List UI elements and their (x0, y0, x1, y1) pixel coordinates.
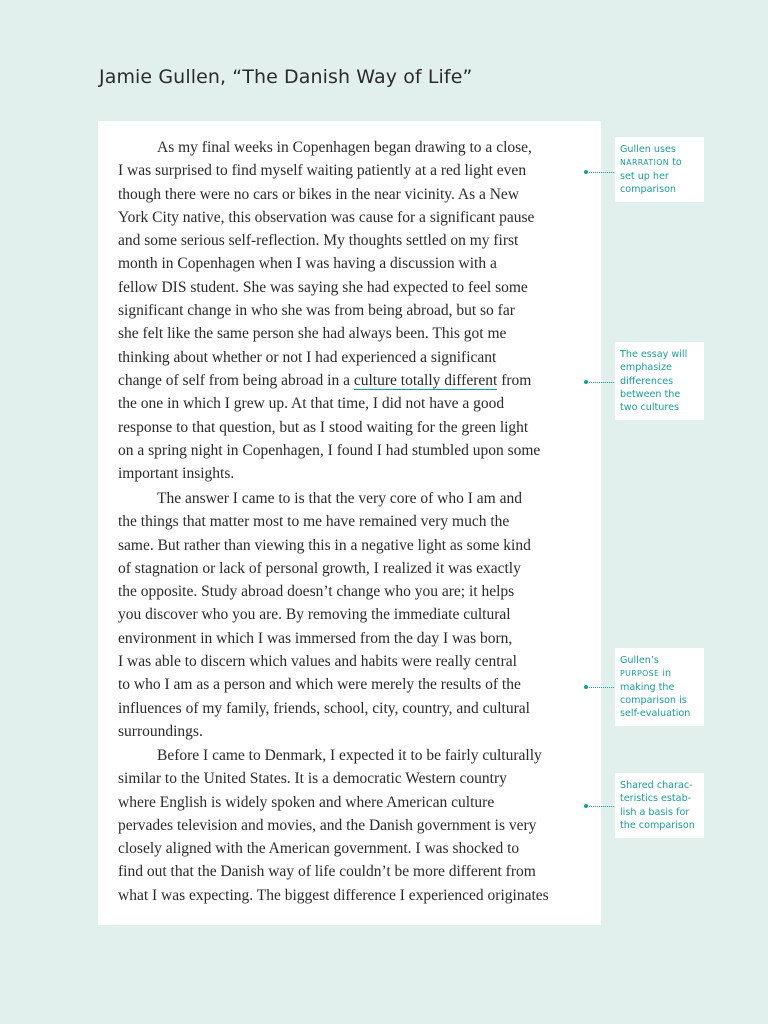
essay-line: similar to the United States. It is a democratic Western country (118, 770, 507, 788)
essay-line: Before I came to Denmark, I expected it to be fairly culturally (157, 747, 542, 764)
essay-line: change of self from being abroad in a culture totally different from (118, 371, 532, 389)
essay-line: you discover who you are. By removing the immediate cultural (118, 606, 511, 624)
essay-line: to who I am as a person and which were merely the results of the (118, 676, 521, 694)
essay-line: and some serious self-reflection. My thoughts settled on my first (118, 232, 519, 250)
annotation-line: comparison is (620, 694, 687, 706)
annotation-line: differences (620, 375, 674, 387)
annotation-line: Gullen uses (620, 144, 676, 155)
essay-line: response to that question, but as I stood waiting for the green light (118, 418, 529, 436)
essay-line: As my final weeks in Copenhagen began drawing to a close, (157, 139, 532, 156)
annotation-purpose-note (615, 648, 704, 726)
essay-line: the opposite. Study abroad doesn’t change who you are; it helps (118, 583, 515, 601)
annotation-shared-characteristics-note (615, 773, 704, 838)
annotation-narration-note (615, 137, 704, 202)
essay-line: pervades television and movies, and the Danish government is very (118, 816, 537, 834)
essay-line: of stagnation or lack of personal growth, I realized it was exactly (118, 559, 521, 577)
annotation-line: teristics estab- (620, 793, 692, 805)
annotation-line: the comparison (620, 819, 695, 831)
essay-line: she felt like the same person she had always been. This got me (118, 325, 507, 343)
annotation-line: self-evaluation (620, 708, 691, 720)
essay-line: fellow DIS student. She was saying she had expected to feel some (118, 278, 528, 296)
annotation-term: NARRATION (620, 158, 670, 168)
annotation-line: NARRATION to (620, 157, 682, 169)
annotation-line: emphasize (620, 362, 672, 374)
essay-line: environment in which I was immersed from the day I was born, (118, 629, 513, 647)
essay-line: significant change in who she was from being abroad, but so far (118, 302, 515, 320)
annotation-1-leader (586, 172, 614, 173)
essay-line: what I was expecting. The biggest difference I experienced originates (118, 886, 549, 904)
essay-line: the things that matter most to me have remained very much the (118, 513, 510, 531)
annotation-line: making the (620, 681, 675, 693)
essay-title: Jamie Gullen, “The Danish Way of Life” (99, 66, 473, 88)
essay-paragraph-2 (118, 487, 531, 743)
annotation-term: PURPOSE (620, 669, 660, 679)
essay-line: month in Copenhagen when I was having a discussion with a (118, 255, 497, 273)
annotation-line: PURPOSE in (620, 668, 672, 680)
essay-line: though there were no cars or bikes in the near vicinity. As a New (118, 185, 520, 203)
essay-line: closely aligned with the American government. I was shocked to (118, 840, 520, 858)
annotation-line: two cultures (620, 402, 680, 414)
annotation-line: between the (620, 388, 681, 400)
essay-line: where English is widely spoken and where American culture (118, 793, 495, 811)
annotation-3-leader (586, 687, 614, 688)
annotation-line: Gullen’s (620, 655, 659, 666)
essay-line: thinking about whether or not I had experienced a significant (118, 348, 497, 366)
annotation-line: The essay will (620, 349, 688, 360)
essay-line: the one in which I grew up. At that time, I did not have a good (118, 395, 505, 413)
essay-line: find out that the Danish way of life couldn’t be more different from (118, 863, 536, 881)
essay-line: influences of my family, friends, school, city, country, and cultural (118, 699, 530, 717)
essay-line: York City native, this observation was cause for a significant pause (118, 208, 535, 226)
annotation-line: Shared charac- (620, 780, 693, 791)
essay-line: The answer I came to is that the very core of who I am and (157, 490, 522, 507)
essay-line: I was surprised to find myself waiting patiently at a red light even (118, 162, 527, 180)
annotation-differences-note (615, 342, 704, 420)
essay-paragraph-1 (118, 136, 540, 485)
essay-paragraph-3 (118, 744, 549, 907)
annotation-2-leader (586, 382, 614, 383)
annotation-line: comparison (620, 183, 677, 195)
essay-line: same. But rather than viewing this in a negative light as some kind (118, 536, 531, 554)
highlighted-phrase: culture totally different (353, 371, 498, 389)
annotation-4-leader (586, 806, 614, 807)
essay-line: surroundings. (118, 722, 203, 740)
essay-line: important insights. (118, 465, 235, 483)
essay-line: I was able to discern which values and habits were really central (118, 653, 517, 671)
essay-line: on a spring night in Copenhagen, I found I had stumbled upon some (118, 441, 541, 459)
annotation-line: set up her (620, 170, 669, 182)
annotation-line: lish a basis for (620, 806, 690, 818)
